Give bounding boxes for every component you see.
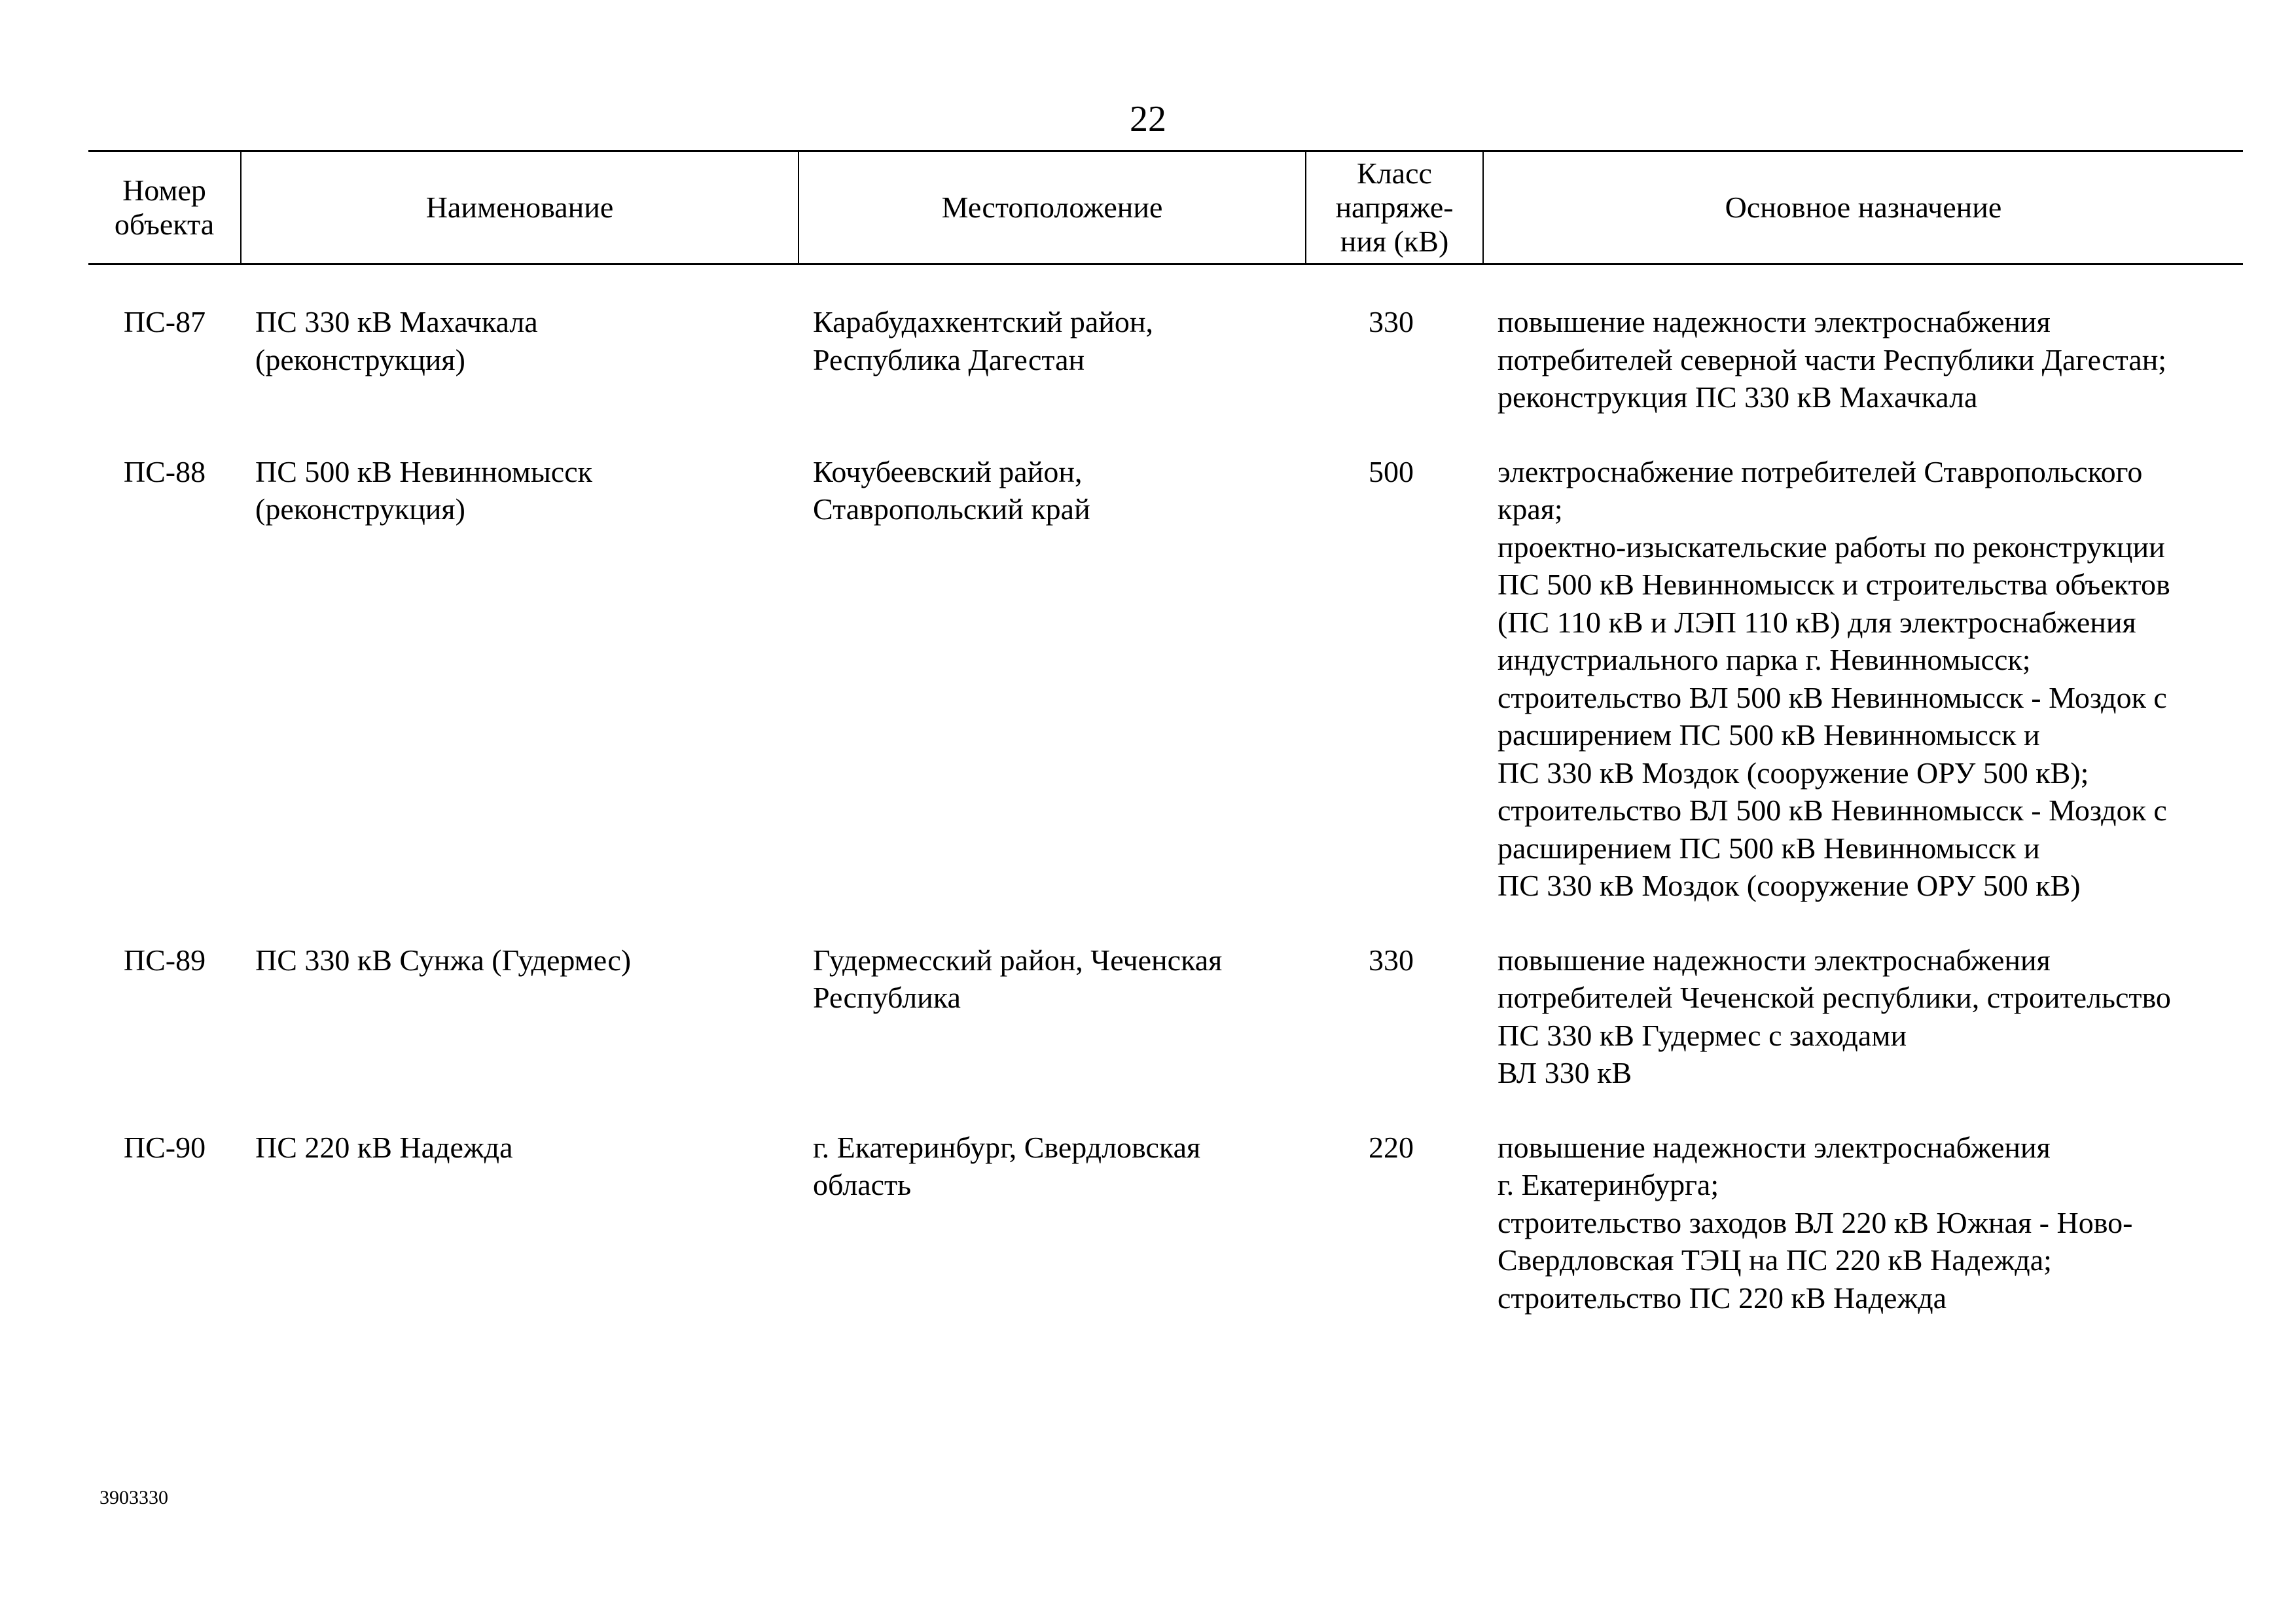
object-purpose: повышение надежности электроснабжения потребителей северной части Республики Дагестан; реконструкция ПС 330 кВ Махачкала [1498,305,2167,414]
object-number: ПС-87 [123,305,206,338]
cell-location [798,905,1306,1092]
object-purpose: повышение надежности электроснабжения г. Екатеринбурга; строительство заходов ВЛ 220 кВ Южная - Ново- Свердловская ТЭЦ на ПС 220 кВ Надежда; строительство ПС 220 кВ Надежда [1498,1130,2133,1315]
table-row [88,264,2243,416]
object-voltage: 330 [1369,943,1414,977]
object-number: ПС-88 [123,454,206,488]
object-name: ПС 500 кВ Невинномысск (реконструкция) [255,454,592,526]
table-header [88,151,2243,264]
cell-number [88,905,241,1092]
header-row [88,151,2243,264]
cell-name [241,1092,798,1317]
cell-location [798,264,1306,416]
table-row [88,416,2243,905]
object-voltage: 220 [1369,1130,1414,1164]
object-number: ПС-89 [123,943,206,977]
table-row [88,1092,2243,1317]
object-name: ПС 220 кВ Надежда [255,1130,513,1164]
cell-purpose [1483,264,2243,416]
table-row [88,905,2243,1092]
cell-number [88,1092,241,1317]
object-location: г. Екатеринбург, Свердловская область [813,1130,1201,1201]
header-name [241,151,798,264]
cell-voltage [1306,264,1483,416]
cell-location [798,1092,1306,1317]
cell-number [88,416,241,905]
object-name: ПС 330 кВ Махачкала (реконструкция) [255,305,538,376]
object-location: Кочубеевский район, Ставропольский край [813,454,1090,526]
object-location: Гудермесский район, Чеченская Республика [813,943,1223,1014]
cell-voltage [1306,905,1483,1092]
header-purpose [1483,151,2243,264]
object-number: ПС-90 [123,1130,206,1164]
object-voltage: 330 [1369,305,1414,338]
header-location [798,151,1306,264]
table-body [88,264,2243,1317]
cell-voltage [1306,1092,1483,1317]
object-voltage: 500 [1369,454,1414,488]
header-location-label: Местоположение [941,191,1163,224]
objects-table [88,150,2243,1317]
object-name: ПС 330 кВ Сунжа (Гудермес) [255,943,632,977]
header-voltage-label: Класс напряже- ния (кВ) [1335,156,1454,258]
cell-voltage [1306,416,1483,905]
object-purpose: электроснабжение потребителей Ставропольского края; проектно-изыскательские работы по реконструкции ПС 500 кВ Невинномысск и строительства объектов (ПС 110 кВ и ЛЭП 110 кВ) для электроснабжения индустриального парка г. Невинномысск; строительство ВЛ 500 кВ Невинномысск - Моздок с расширением ПС 500 кВ Невинномысск и ПС 330 кВ Моздок (сооружение ОРУ 500 кВ); строительство ВЛ 500 кВ Невинномысск - Моздок с расширением ПС 500 кВ Невинномысск и ПС 330 кВ Моздок (сооружение ОРУ 500 кВ) [1498,454,2170,902]
cell-purpose [1483,416,2243,905]
document-code: 3903330 [99,1487,168,1508]
cell-purpose [1483,905,2243,1092]
object-location: Карабудахкентский район, Республика Дагестан [813,305,1154,376]
cell-name [241,416,798,905]
page-number: 22 [1130,99,1166,139]
cell-purpose [1483,1092,2243,1317]
cell-location [798,416,1306,905]
cell-number [88,264,241,416]
cell-name [241,264,798,416]
header-number [88,151,241,264]
header-name-label: Наименование [425,191,614,224]
cell-name [241,905,798,1092]
header-number-label: Номер объекта [114,173,215,241]
object-purpose: повышение надежности электроснабжения потребителей Чеченской республики, строительство ПС 330 кВ Гудермес с заходами ВЛ 330 кВ [1498,943,2171,1089]
header-purpose-label: Основное назначение [1725,191,2002,224]
header-voltage [1306,151,1483,264]
